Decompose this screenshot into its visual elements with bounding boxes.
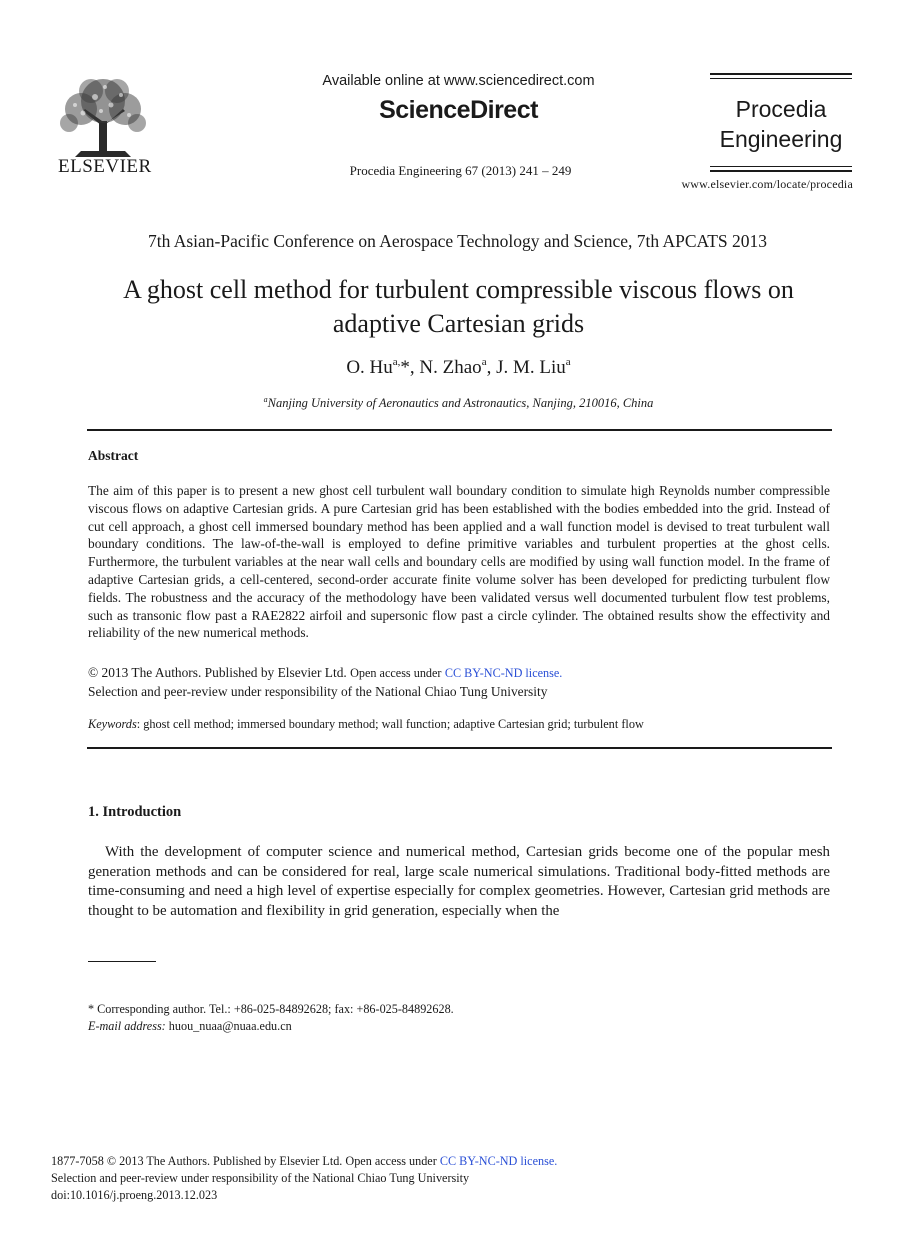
masthead-rule-bottom (710, 170, 852, 172)
abstract-rule-top (87, 429, 832, 431)
affiliation-mark: a (263, 395, 268, 404)
corresponding-author-note: * Corresponding author. Tel.: +86-025-84892628; fax: +86-025-84892628. (88, 1002, 454, 1016)
footer-copyright: 1877-7058 © 2013 The Authors. Published by Elsevier Ltd. (51, 1154, 343, 1168)
title-line2: adaptive Cartesian grids (332, 309, 585, 338)
author-affiliation-mark: a (565, 356, 571, 368)
elsevier-wordmark: ELSEVIER (58, 156, 152, 177)
section-heading-introduction: 1. Introduction (88, 804, 182, 820)
author-name: J. M. Liu (496, 357, 566, 378)
masthead-rule-bottom-thin (710, 166, 852, 167)
email-line (88, 1018, 454, 1035)
author-affiliation-mark: a, (392, 356, 401, 368)
email-label: E-mail address: (88, 1018, 166, 1033)
abstract-heading: Abstract (88, 448, 139, 463)
journal-name-line2: Engineering (719, 126, 843, 152)
available-online-text: Available online at www.sciencedirect.com (322, 73, 595, 89)
footer-license-link[interactable]: CC BY-NC-ND license. (439, 1154, 558, 1168)
keywords-label: Keywords (88, 717, 137, 731)
email-address[interactable]: huou_nuaa@nuaa.edu.cn (165, 1018, 292, 1033)
keywords (88, 717, 644, 732)
author-name: N. Zhao (419, 357, 482, 378)
author-affiliation-mark: a (481, 356, 487, 368)
copyright-line (88, 664, 562, 683)
affiliation (0, 396, 907, 411)
license-link[interactable]: CC BY-NC-ND license. (444, 666, 563, 680)
footnote-rule (88, 961, 156, 962)
footer-open-access-text: Open access under (345, 1154, 437, 1168)
title-line1: A ghost cell method for turbulent compressible viscous flows on (123, 275, 794, 304)
peer-review-line: Selection and peer-review under responsibility of the National Chiao Tung University (88, 683, 548, 699)
introduction-body (88, 843, 830, 921)
footer-doi[interactable]: doi:10.1016/j.proeng.2013.12.023 (51, 1187, 218, 1202)
masthead-rule-top (710, 73, 852, 75)
keywords-list: : ghost cell method; immersed boundary method; wall function; adaptive Cartesian grid; turbulent flow (136, 717, 644, 731)
corresponding-mark: * (400, 357, 410, 378)
footnote (88, 1001, 454, 1034)
page-footer (51, 1153, 557, 1203)
conference-name: 7th Asian-Pacific Conference on Aerospace Technology and Science, 7th APCATS 2013 (147, 231, 768, 251)
journal-name-line1: Procedia (735, 96, 827, 122)
footer-copyright-line (51, 1153, 557, 1170)
abstract-rule-bottom (87, 747, 832, 749)
affiliation-text: Nanjing University of Aeronautics and Astronautics, Nanjing, 210016, China (267, 396, 654, 410)
footer-peer-review: Selection and peer-review under responsibility of the National Chiao Tung University (51, 1170, 470, 1185)
journal-name (710, 94, 852, 154)
journal-url-link[interactable]: www.elsevier.com/locate/procedia (681, 177, 853, 191)
copyright-block (88, 664, 562, 700)
copyright-text: © 2013 The Authors. Published by Elsevier Ltd. (88, 665, 347, 680)
journal-citation: Procedia Engineering 67 (2013) 241 – 249 (349, 163, 572, 178)
open-access-text: Open access under (350, 666, 442, 680)
introduction-paragraph: With the development of computer science and numerical method, Cartesian grids become one of the popular mesh generation methods and can be considered for real, large scale numerical simulations. Traditional body-fitted methods are time-consuming and need a high level of expertise especially for complex geometries. However, Cartesian grid methods are thought to be automation and flexibility in grid generation, especially when the (88, 844, 830, 919)
masthead-rule-top-thin (710, 78, 852, 79)
author-name: O. Hu (346, 357, 393, 378)
author-separator: , (409, 357, 420, 378)
article-title (60, 273, 857, 341)
abstract-text: The aim of this paper is to present a new ghost cell turbulent wall boundary condition to simulate high Reynolds number compressible viscous flows on adaptive Cartesian grids. A pure Cartesian grid has been established with the bodies embedded into the grid. Instead of cut cell approach, a ghost cell immersed boundary method has been applied and a wall function model is devised to treat turbulent wall boundary conditions. The law-of-the-wall is employed to define primitive variables and turbulent properties at the ghost cells. Furthermore, the turbulent variables at the near wall cells and boundary cells are modified by using wall function model. In the frame of adaptive Cartesian grids, a cell-centered, second-order accurate finite volume solver has been developed for predicting turbulent flow fields. The robustness and the accuracy of the methodology have been validated versus well documented turbulent flow test problems, such as transonic flow past a RAE2822 airfoil and supersonic flow past a circle cylinder. The obtained results show the effectivity and reliability of the new numerical methods. (88, 483, 830, 641)
author-separator: , (486, 357, 497, 378)
author-list (0, 357, 907, 379)
sciencedirect-wordmark: ScienceDirect (379, 96, 538, 124)
